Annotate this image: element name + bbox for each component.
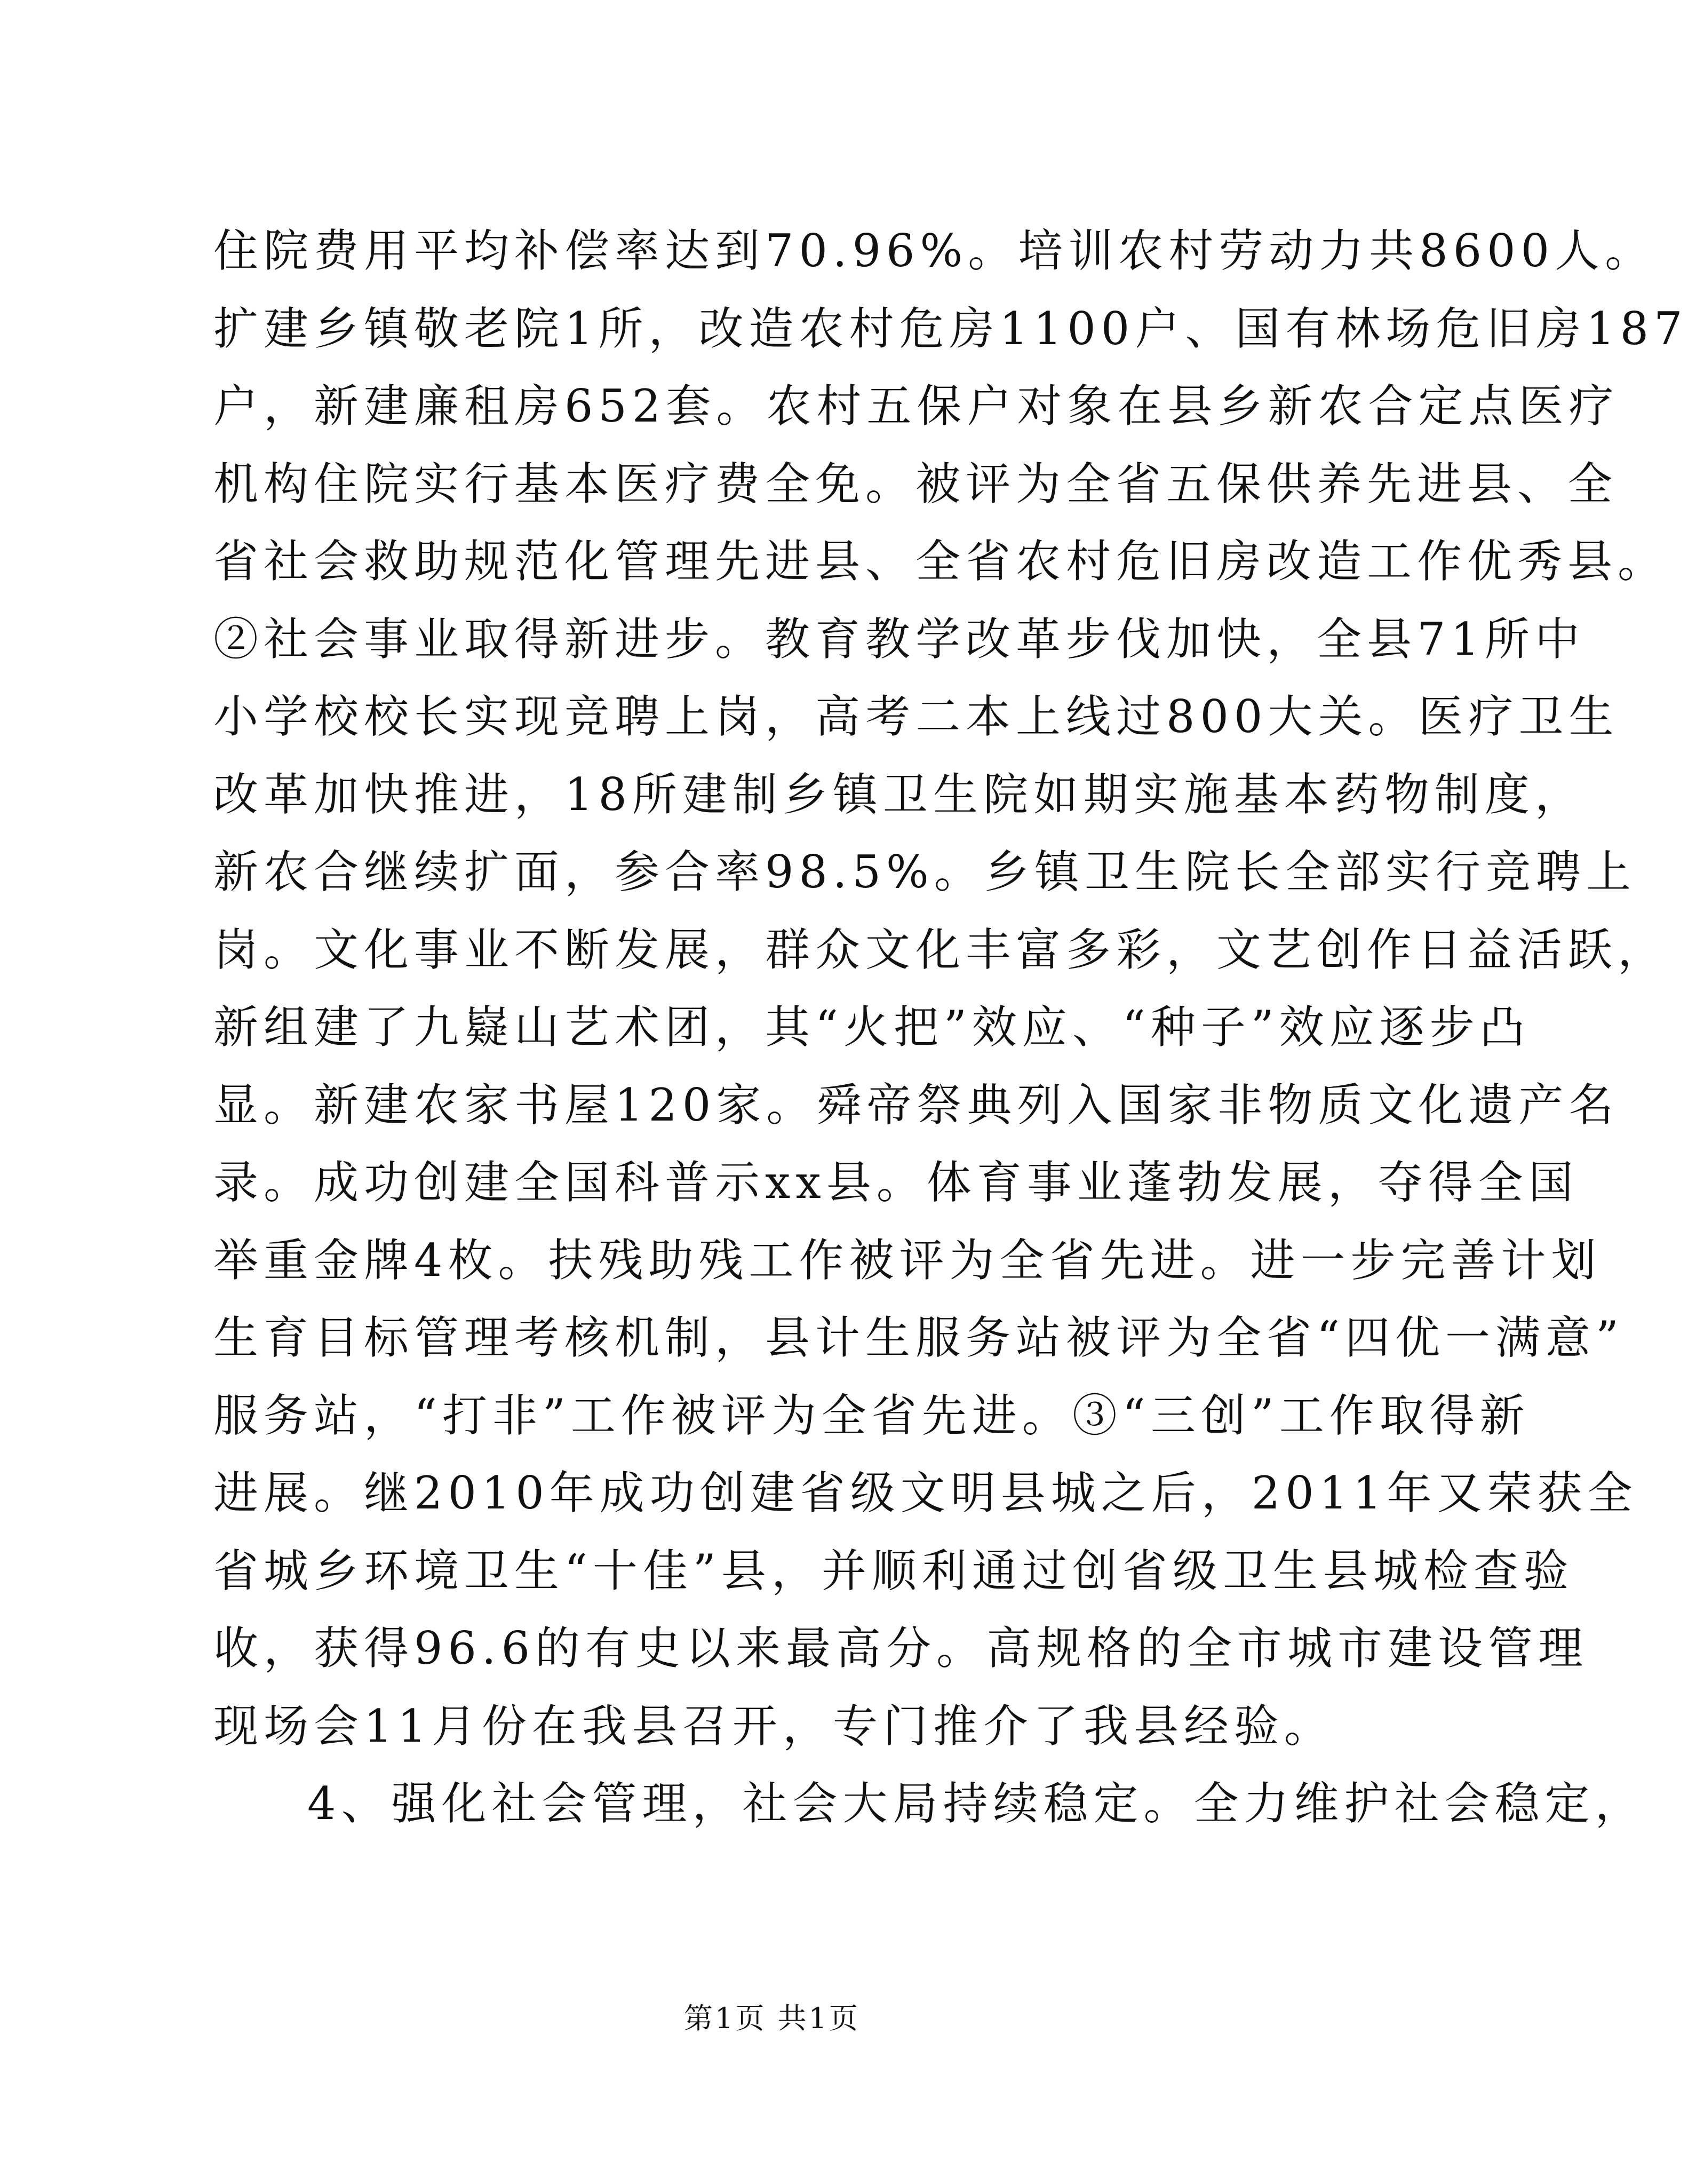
text-line: 生育目标管理考核机制，县计生服务站被评为全省“四优一满意” [213,1312,1624,1364]
text-line: 扩建乡镇敬老院1所，改造农村危房1100户、国有林场危旧房187 [213,302,1688,355]
text-line: 新农合继续扩面，参合率98.5%。乡镇卫生院长全部实行竞聘上 [213,846,1636,898]
text-line: 现场会11月份在我县召开，专门推介了我县经验。 [213,1699,1334,1752]
page-number-label: 第1页 共1页 [684,2002,860,2035]
text-line: 省社会救助规范化管理先进县、全省农村危旧房改造工作优秀县。 [213,535,1668,587]
text-line: 住院费用平均补偿率达到70.96%。培训农村劳动力共8600人。 [213,225,1655,277]
text-line: 机构住院实行基本医疗费全免。被评为全省五保供养先进县、全 [213,457,1618,510]
text-line: 省城乡环境卫生“十佳”县，并顺利通过创省级卫生县城检查验 [213,1544,1574,1597]
text-line: 岗。文化事业不断发展，群众文化丰富多彩，文艺创作日益活跃， [213,923,1668,976]
text-line: 4、强化社会管理，社会大局持续稳定。全力维护社会稳定， [307,1777,1645,1830]
body-text [213,212,1688,1843]
text-line: 显。新建农家书屋120家。舜帝祭典列入国家非物质文化遗产名 [213,1078,1619,1131]
text-line: ②社会事业取得新进步。教育教学改革步伐加快，全县71所中 [213,613,1585,665]
text-line: 举重金牌4枚。扶残助残工作被评为全省先进。进一步完善计划 [213,1234,1602,1286]
text-line: 服务站，“打非”工作被评为全省先进。③“三创”工作取得新 [213,1389,1530,1442]
text-line: 户，新建廉租房652套。农村五保户对象在县乡新农合定点医疗 [213,380,1619,432]
text-line: 收，获得96.6的有史以来最高分。高规格的全市城市建设管理 [213,1622,1589,1674]
text-line: 新组建了九嶷山艺术团，其“火把”效应、“种子”效应逐步凸 [213,1001,1530,1053]
page-footer [0,2000,1544,2037]
text-line: 改革加快推进，18所建制乡镇卫生院如期实施基本药物制度， [213,768,1585,821]
text-line: 小学校校长实现竞聘上岗，高考二本上线过800大关。医疗卫生 [213,690,1619,743]
text-line: 录。成功创建全国科普示xx县。体育事业蓬勃发展，夺得全国 [213,1156,1579,1209]
text-line: 进展。继2010年成功创建省级文明县城之后，2011年又荣获全 [213,1467,1638,1519]
paragraph-2 [213,1765,1645,1843]
paragraph-1 [213,212,1688,1765]
